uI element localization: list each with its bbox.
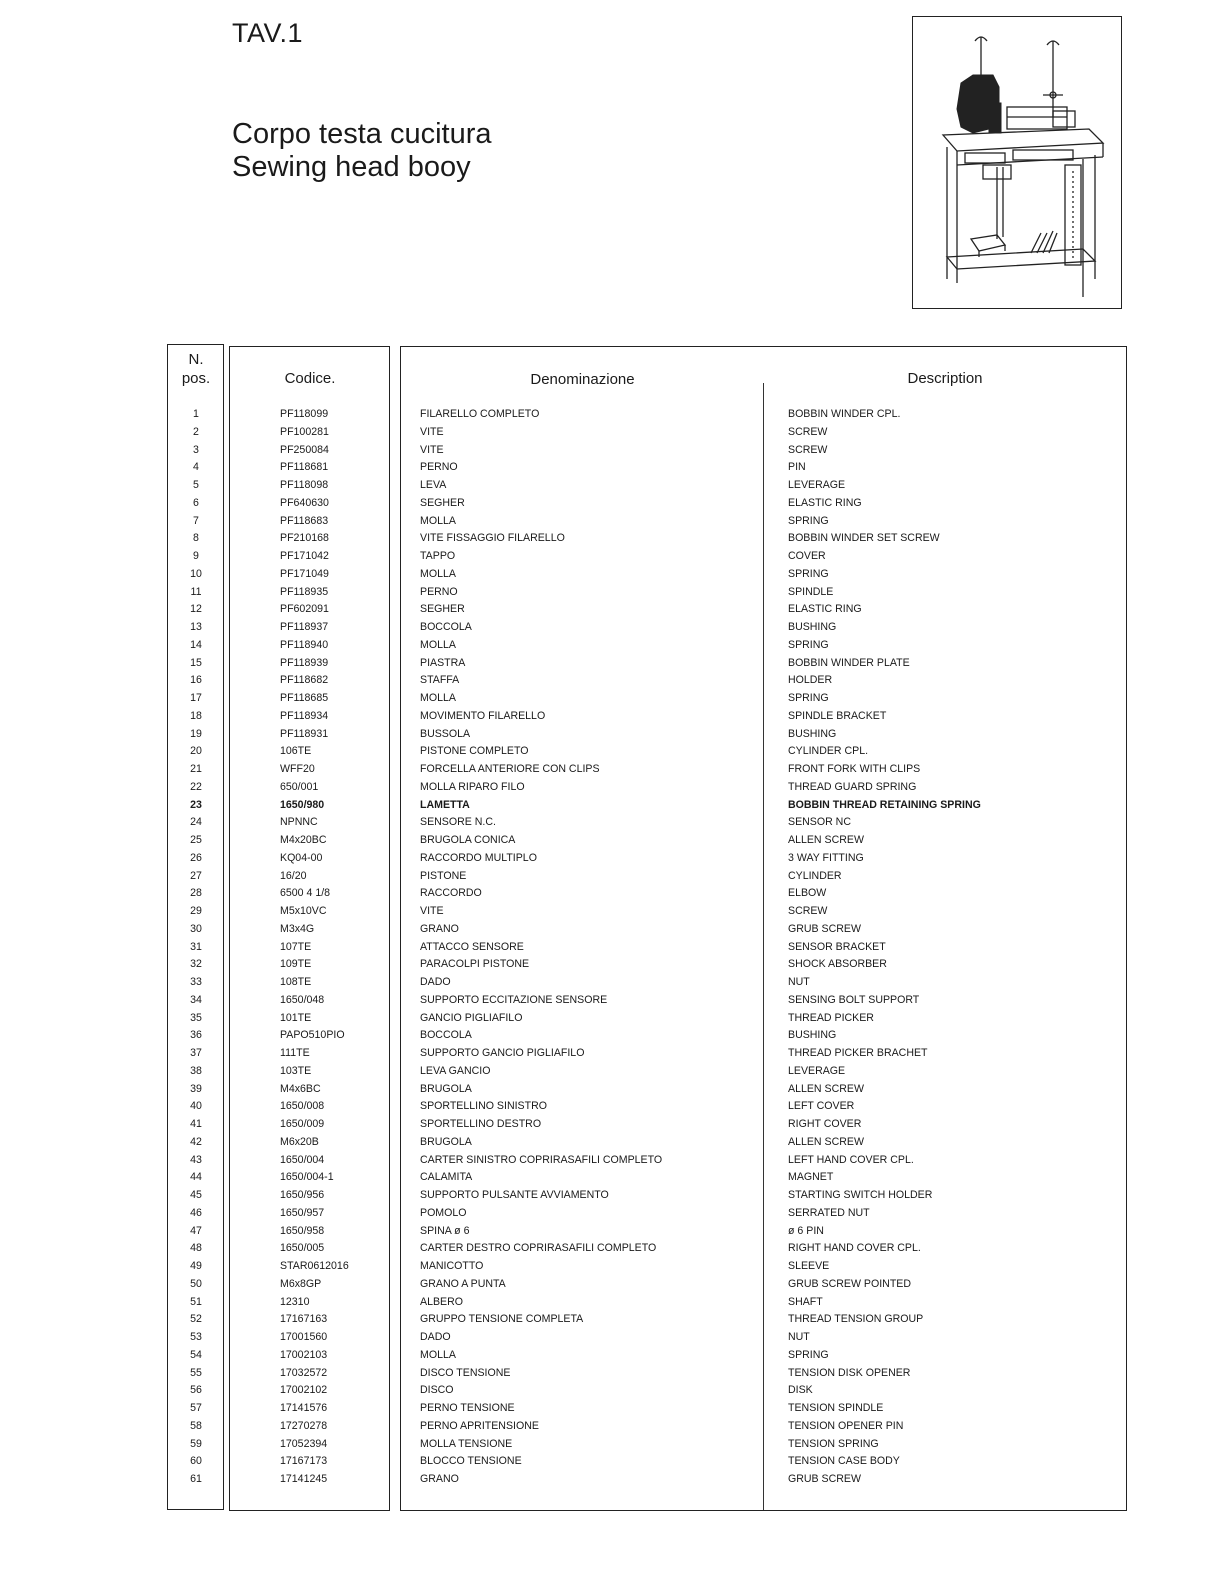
row-code: PF171049: [280, 567, 329, 580]
row-code: 12310: [280, 1295, 310, 1308]
row-denominazione: DADO: [420, 1331, 451, 1343]
row-pos: 33: [190, 976, 202, 988]
row-description: SPRING: [788, 692, 829, 704]
row-pos: 48: [190, 1242, 202, 1255]
row-description: NUT: [788, 1331, 810, 1343]
row-code: PF210168: [280, 532, 329, 545]
row-pos: 59: [190, 1437, 202, 1450]
row-denominazione: PERNO APRITENSIONE: [420, 1419, 539, 1432]
row-denominazione: SUPPORTO PULSANTE AVVIAMENTO: [420, 1189, 609, 1201]
row-code: M6x20B: [280, 1135, 319, 1148]
row-code: PAPO510PIO: [280, 1029, 345, 1042]
row-denominazione: SUPPORTO GANCIO PIGLIAFILO: [420, 1047, 585, 1059]
row-denominazione: SUPPORTO ECCITAZIONE SENSORE: [420, 993, 608, 1006]
row-denominazione: GRANO: [420, 922, 459, 935]
row-denominazione: PARACOLPI PISTONE: [420, 958, 530, 971]
row-pos: 16: [190, 674, 202, 687]
row-pos: 9: [193, 550, 199, 562]
row-pos: 30: [190, 922, 202, 935]
row-code: 1650/956: [280, 1189, 325, 1201]
row-code: 17270278: [280, 1419, 328, 1432]
row-description: SLEEVE: [788, 1260, 830, 1272]
row-pos: 14: [190, 638, 202, 651]
row-pos: 28: [190, 887, 202, 900]
row-description: BOBBIN WINDER SET SCREW: [788, 532, 940, 545]
row-description: GRUB SCREW: [788, 1473, 861, 1485]
row-code: 6500 4 1/8: [280, 887, 331, 900]
row-description: ø 6 PIN: [788, 1224, 824, 1237]
row-code: PF118939: [280, 656, 329, 669]
row-pos: 18: [190, 709, 202, 722]
row-code: PF118098: [280, 479, 329, 491]
row-pos: 41: [190, 1118, 202, 1130]
row-denominazione: SEGHER: [420, 496, 465, 509]
row-description: THREAD PICKER: [788, 1011, 874, 1024]
row-denominazione: GRUPPO TENSIONE COMPLETA: [420, 1313, 584, 1326]
row-pos: 29: [190, 905, 202, 917]
row-denominazione: LEVA: [420, 479, 447, 491]
row-description: LEFT COVER: [788, 1100, 855, 1113]
row-code: WFF20: [280, 763, 315, 775]
row-code: PF118685: [280, 692, 329, 704]
row-denominazione: POMOLO: [420, 1206, 467, 1219]
row-pos: 34: [190, 993, 202, 1006]
row-pos: 22: [190, 780, 202, 793]
row-denominazione: PERNO: [420, 461, 458, 474]
row-description: LEVERAGE: [788, 1064, 846, 1077]
row-code: M6x8GP: [280, 1277, 322, 1290]
row-code: PF602091: [280, 603, 329, 616]
row-code: 109TE: [280, 958, 312, 971]
row-description: SHAFT: [788, 1295, 823, 1308]
row-code: 17141245: [280, 1473, 328, 1485]
row-pos: 56: [190, 1384, 202, 1397]
row-description: ELASTIC RING: [788, 496, 862, 509]
row-pos: 52: [190, 1313, 202, 1326]
header-pos-line1: N.: [188, 351, 204, 368]
row-denominazione: MOLLA: [420, 1348, 456, 1361]
row-code: 1650/004: [280, 1153, 325, 1166]
row-code: 106TE: [280, 745, 312, 758]
row-denominazione: BLOCCO TENSIONE: [420, 1455, 522, 1468]
row-code: PF118099: [280, 408, 329, 420]
row-pos: 8: [193, 532, 199, 545]
row-pos: 17: [190, 692, 202, 704]
row-denominazione: DISCO TENSIONE: [420, 1366, 511, 1379]
row-description: LEFT HAND COVER CPL.: [788, 1153, 914, 1166]
row-pos: 13: [190, 621, 202, 633]
row-description: BOBBIN WINDER PLATE: [788, 656, 910, 669]
row-description: RIGHT COVER: [788, 1118, 862, 1130]
row-description: TENSION CASE BODY: [788, 1455, 900, 1468]
row-pos: 53: [190, 1331, 202, 1343]
row-code: PF250084: [280, 443, 329, 456]
row-description: NUT: [788, 976, 810, 988]
row-pos: 54: [190, 1348, 202, 1361]
row-code: M5x10VC: [280, 905, 327, 917]
row-pos: 31: [190, 940, 202, 953]
row-description: FRONT FORK WITH CLIPS: [788, 763, 921, 775]
row-description: ELASTIC RING: [788, 603, 862, 616]
row-denominazione: MOLLA: [420, 638, 456, 651]
row-code: 17032572: [280, 1366, 328, 1379]
row-description: ALLEN SCREW: [788, 1082, 864, 1095]
row-pos: 4: [193, 461, 199, 474]
row-description: SENSOR NC: [788, 816, 851, 829]
row-denominazione: SPORTELLINO DESTRO: [420, 1118, 542, 1130]
row-description: BUSHING: [788, 1029, 837, 1042]
table-number: TAV.1: [232, 18, 304, 48]
row-code: NPNNC: [280, 816, 318, 829]
row-pos: 38: [190, 1064, 202, 1077]
row-description: SHOCK ABSORBER: [788, 958, 887, 971]
row-code: 17001560: [280, 1331, 328, 1343]
row-description: GRUB SCREW POINTED: [788, 1277, 912, 1290]
row-denominazione: GRANO: [420, 1473, 459, 1485]
row-denominazione: VITE: [420, 443, 444, 456]
row-pos: 1: [193, 408, 199, 420]
row-denominazione: DISCO: [420, 1384, 454, 1397]
row-pos: 43: [190, 1153, 202, 1166]
row-description: THREAD GUARD SPRING: [788, 780, 917, 793]
row-description: ALLEN SCREW: [788, 1135, 864, 1148]
row-denominazione: MOVIMENTO FILARELLO: [420, 709, 546, 722]
row-description: THREAD TENSION GROUP: [788, 1313, 924, 1326]
row-code: 17002102: [280, 1384, 328, 1397]
row-description: THREAD PICKER BRACHET: [788, 1047, 928, 1059]
row-denominazione: MOLLA: [420, 692, 456, 704]
row-denominazione: CARTER SINISTRO COPRIRASAFILI COMPLETO: [420, 1153, 663, 1166]
row-denominazione: BRUGOLA: [420, 1135, 472, 1148]
row-description: SPINDLE: [788, 585, 834, 598]
row-denominazione: LAMETTA: [420, 798, 470, 811]
row-denominazione: BRUGOLA: [420, 1082, 472, 1095]
column-description: [788, 406, 1118, 1489]
row-pos: 36: [190, 1029, 202, 1042]
row-description: SPRING: [788, 514, 829, 527]
row-description: SPRING: [788, 638, 829, 651]
row-pos: 23: [190, 798, 202, 811]
row-denominazione: BOCCOLA: [420, 1029, 472, 1042]
row-description: BOBBIN WINDER CPL.: [788, 408, 901, 420]
row-pos: 60: [190, 1455, 202, 1468]
row-code: PF171042: [280, 550, 329, 562]
row-code: 16/20: [280, 869, 307, 882]
row-description: HOLDER: [788, 674, 833, 687]
row-description: SERRATED NUT: [788, 1206, 870, 1219]
row-pos: 42: [190, 1135, 202, 1148]
row-pos: 15: [190, 656, 202, 669]
row-code: PF118682: [280, 674, 329, 687]
row-pos: 55: [190, 1366, 202, 1379]
header-description: Description: [907, 370, 983, 387]
row-description: TENSION SPINDLE: [788, 1402, 884, 1414]
row-code: 101TE: [280, 1011, 312, 1024]
row-code: PF640630: [280, 496, 329, 509]
row-code: 108TE: [280, 976, 312, 988]
row-description: TENSION SPRING: [788, 1437, 879, 1450]
row-pos: 51: [190, 1295, 202, 1308]
row-denominazione: VITE FISSAGGIO FILARELLO: [420, 532, 565, 545]
row-description: SCREW: [788, 443, 828, 456]
row-denominazione: MANICOTTO: [420, 1260, 484, 1272]
row-denominazione: VITE: [420, 905, 444, 917]
row-pos: 5: [193, 479, 199, 491]
row-denominazione: ATTACCO SENSORE: [420, 940, 524, 953]
row-pos: 47: [190, 1224, 202, 1237]
row-code: 107TE: [280, 940, 312, 953]
sewing-machine-drawing: [913, 17, 1120, 307]
row-denominazione: SPINA ø 6: [420, 1224, 470, 1237]
row-denominazione: FORCELLA ANTERIORE CON CLIPS: [420, 763, 600, 775]
row-denominazione: VITE: [420, 425, 444, 438]
row-code: M4x6BC: [280, 1082, 321, 1095]
row-code: 17002103: [280, 1348, 328, 1361]
row-denominazione: TAPPO: [420, 550, 456, 562]
row-code: M4x20BC: [280, 834, 327, 846]
row-code: 1650/005: [280, 1242, 325, 1255]
column-code: [280, 406, 395, 1489]
row-pos: 12: [190, 603, 202, 616]
title-english: Sewing head booy: [232, 151, 471, 183]
header-pos-line2: pos.: [181, 370, 211, 387]
row-code: 111TE: [280, 1047, 310, 1059]
row-denominazione: RACCORDO: [420, 887, 482, 900]
column-pos: [168, 406, 224, 1489]
row-denominazione: BUSSOLA: [420, 727, 471, 740]
row-pos: 61: [190, 1473, 202, 1485]
row-pos: 7: [193, 514, 199, 527]
row-code: 103TE: [280, 1064, 312, 1077]
row-description: SPRING: [788, 1348, 829, 1361]
row-code: 1650/048: [280, 993, 325, 1006]
row-code: PF118940: [280, 638, 329, 651]
row-code: PF100281: [280, 425, 329, 438]
row-pos: 40: [190, 1100, 202, 1113]
row-pos: 2: [193, 425, 199, 438]
row-denominazione: RACCORDO MULTIPLO: [420, 851, 537, 864]
row-denominazione: PISTONE COMPLETO: [420, 745, 529, 758]
row-description: ELBOW: [788, 887, 827, 900]
row-denominazione: SENSORE N.C.: [420, 816, 496, 829]
row-denominazione: PIASTRA: [420, 656, 466, 669]
row-pos: 46: [190, 1206, 202, 1219]
row-pos: 25: [190, 834, 202, 846]
row-pos: 27: [190, 869, 202, 882]
row-denominazione: PERNO: [420, 585, 458, 598]
row-denominazione: SEGHER: [420, 603, 465, 616]
row-denominazione: ALBERO: [420, 1295, 463, 1308]
row-pos: 26: [190, 851, 202, 864]
machine-illustration: [912, 16, 1122, 309]
row-description: CYLINDER: [788, 869, 842, 882]
row-denominazione: DADO: [420, 976, 451, 988]
row-pos: 19: [190, 727, 202, 740]
row-denominazione: MOLLA: [420, 567, 456, 580]
row-denominazione: PISTONE: [420, 869, 467, 882]
header-code: Codice.: [284, 370, 336, 387]
row-denominazione: MOLLA: [420, 514, 456, 527]
row-pos: 11: [190, 585, 202, 598]
row-denominazione: BOCCOLA: [420, 621, 472, 633]
row-code: PF118935: [280, 585, 329, 598]
row-description: SENSOR BRACKET: [788, 940, 886, 953]
row-code: STAR0612016: [280, 1260, 349, 1272]
row-code: 17141576: [280, 1402, 328, 1414]
row-description: TENSION DISK OPENER: [788, 1366, 911, 1379]
row-pos: 35: [190, 1011, 202, 1024]
row-description: BOBBIN THREAD RETAINING SPRING: [788, 798, 981, 811]
row-description: STARTING SWITCH HOLDER: [788, 1189, 933, 1201]
row-description: LEVERAGE: [788, 479, 846, 491]
header-denominazione: Denominazione: [530, 371, 635, 388]
row-denominazione: BRUGOLA CONICA: [420, 834, 516, 846]
row-description: COVER: [788, 550, 826, 562]
row-pos: 50: [190, 1277, 202, 1290]
row-denominazione: GANCIO PIGLIAFILO: [420, 1011, 523, 1024]
row-description: BUSHING: [788, 727, 837, 740]
row-description: SENSING BOLT SUPPORT: [788, 993, 920, 1006]
column-denominazione: [420, 406, 760, 1489]
row-pos: 32: [190, 958, 202, 971]
row-denominazione: FILARELLO COMPLETO: [420, 408, 540, 420]
row-code: PF118937: [280, 621, 329, 633]
row-code: 1650/957: [280, 1206, 325, 1219]
row-code: 1650/958: [280, 1224, 325, 1237]
row-description: BUSHING: [788, 621, 837, 633]
title-italian: Corpo testa cucitura: [232, 118, 492, 150]
row-pos: 57: [190, 1402, 202, 1414]
row-pos: 21: [190, 763, 202, 775]
row-denominazione: STAFFA: [420, 674, 460, 687]
row-code: 1650/004-1: [280, 1171, 334, 1184]
row-description: CYLINDER CPL.: [788, 745, 869, 758]
row-description: SCREW: [788, 425, 828, 438]
row-pos: 10: [190, 567, 202, 580]
row-code: 17052394: [280, 1437, 328, 1450]
row-code: 650/001: [280, 780, 319, 793]
row-description: MAGNET: [788, 1171, 834, 1184]
row-code: PF118681: [280, 461, 329, 474]
row-description: DISK: [788, 1384, 813, 1397]
row-description: SPINDLE BRACKET: [788, 709, 887, 722]
row-denominazione: MOLLA RIPARO FILO: [420, 780, 525, 793]
row-description: PIN: [788, 461, 806, 474]
row-description: TENSION OPENER PIN: [788, 1419, 904, 1432]
row-code: KQ04-00: [280, 851, 323, 864]
row-denominazione: MOLLA TENSIONE: [420, 1437, 513, 1450]
row-code: 1650/008: [280, 1100, 325, 1113]
row-code: PF118683: [280, 514, 329, 527]
page-title: [232, 118, 492, 184]
row-pos: 37: [190, 1047, 202, 1059]
row-code: 17167163: [280, 1313, 328, 1326]
row-pos: 6: [193, 496, 199, 509]
row-denominazione: SPORTELLINO SINISTRO: [420, 1100, 547, 1113]
row-pos: 24: [190, 816, 202, 829]
row-denominazione: CARTER DESTRO COPRIRASAFILI COMPLETO: [420, 1242, 657, 1255]
row-code: PF118934: [280, 709, 329, 722]
row-pos: 3: [193, 443, 199, 456]
row-code: 1650/009: [280, 1118, 325, 1130]
row-code: 17167173: [280, 1455, 328, 1468]
row-denominazione: PERNO TENSIONE: [420, 1402, 515, 1414]
row-description: 3 WAY FITTING: [788, 851, 864, 864]
row-description: GRUB SCREW: [788, 922, 861, 935]
header-pos: [168, 350, 224, 388]
row-denominazione: CALAMITA: [420, 1171, 473, 1184]
column-divider: [763, 383, 764, 1510]
row-pos: 49: [190, 1260, 202, 1272]
row-code: PF118931: [280, 727, 329, 740]
row-code: M3x4G: [280, 922, 315, 935]
row-description: SCREW: [788, 905, 828, 917]
row-denominazione: GRANO A PUNTA: [420, 1277, 506, 1290]
row-pos: 58: [190, 1419, 202, 1432]
row-description: SPRING: [788, 567, 829, 580]
row-pos: 39: [190, 1082, 202, 1095]
row-code: 1650/980: [280, 798, 325, 811]
row-pos: 45: [190, 1189, 202, 1201]
row-pos: 44: [190, 1171, 202, 1184]
row-pos: 20: [190, 745, 202, 758]
row-description: RIGHT HAND COVER CPL.: [788, 1242, 921, 1255]
row-denominazione: LEVA GANCIO: [420, 1064, 491, 1077]
row-description: ALLEN SCREW: [788, 834, 864, 846]
